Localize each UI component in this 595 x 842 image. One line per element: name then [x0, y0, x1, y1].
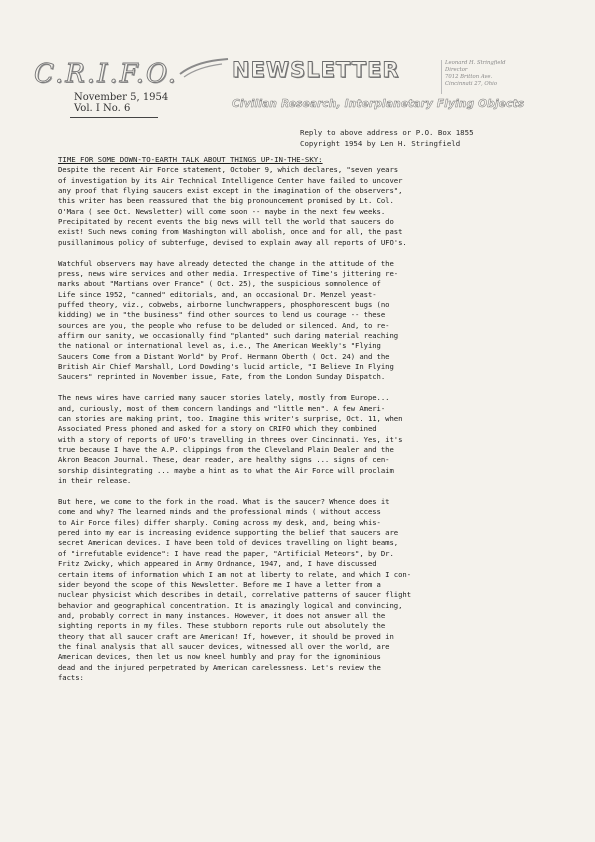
text-line: nuclear physicist which describes in detail, correlative patterns of saucer flight — [58, 590, 411, 600]
editor-name: Leonard H. Stringfield — [445, 60, 506, 66]
issue-info — [74, 92, 168, 114]
text-line: any proof that flying saucers exist except in the imagination of the observers", — [58, 186, 403, 196]
editor-role: Director — [445, 67, 468, 73]
paragraph-4 — [58, 497, 548, 683]
text-line: Associated Press phoned and asked for a story on CRIFO which they combined — [58, 424, 377, 434]
text-line: to Air Force files) differ sharply. Coming across my desk, and, being whis- — [58, 517, 381, 527]
text-line: puffed theory, viz., cobwebs, airborne lunchwrappers, phosphorescent bugs (no — [58, 300, 390, 310]
text-line: in their release. — [58, 476, 132, 486]
editor-address-block — [441, 60, 541, 94]
text-line: and, curiously, most of them concern landings and "little men". A few Ameri- — [58, 403, 386, 413]
editor-city: Cincinnati 27, Ohio — [445, 81, 498, 87]
text-line: O'Mara ( see Oct. Newsletter) will come soon -- maybe in the next few weeks. — [58, 206, 386, 216]
issue-volume: Vol. I No. 6 — [74, 103, 131, 114]
text-line: marks about "Martians over France" ( Oct. 25), the suspicious somnolence of — [58, 279, 381, 289]
text-line: can stories are making print, too. Imagine this writer's surprise, Oct. 11, when — [58, 414, 403, 424]
text-line: of investigation by its Air Technical Intelligence Center have failed to uncover — [58, 175, 403, 185]
divider — [70, 117, 158, 118]
text-line: But here, we come to the fork in the road. What is the saucer? Whence does it — [58, 497, 390, 507]
text-line: facts: — [58, 672, 84, 682]
paragraph-1 — [58, 165, 548, 248]
newsletter-title: NEWSLETTER — [232, 58, 400, 82]
text-line: the national or international level as, i.e., The American Weekly's "Flying — [58, 341, 381, 351]
reply-address: Reply to above address or P.O. Box 1855 — [300, 128, 474, 137]
text-line: this writer has been reassured that the big pronouncement promised by Lt. Col. — [58, 196, 394, 206]
text-line: pusillanimous policy of subterfuge, devised to explain away all reports of UFO's. — [58, 237, 407, 247]
text-line: with a story of reports of UFO's travelling in threes over Cincinnati. Yes, it's — [58, 434, 403, 444]
text-line: certain items of information which I am not at liberty to relate, and which I con- — [58, 569, 411, 579]
text-line: Akron Beacon Journal. These, dear reader, are healthy signs ... signs of cen- — [58, 455, 390, 465]
tagline: Civilian Research, Interplanetary Flying Objects — [232, 98, 525, 110]
text-line: sighting reports in my files. These stubborn reports rule out absolutely the — [58, 621, 386, 631]
article-heading: TIME FOR SOME DOWN-TO-EARTH TALK ABOUT THINGS UP-IN-THE-SKY: — [58, 155, 323, 164]
text-line: Fritz Zwicky, which appeared in Army Ordnance, 1947, and, I have discussed — [58, 559, 377, 569]
text-line: theory that all saucer craft are American! If, however, it should be proved in — [58, 631, 394, 641]
editor-street: 7012 Britton Ave. — [445, 74, 493, 80]
text-line: secret American devices. I have been told of devices travelling on light beams, — [58, 538, 399, 548]
org-logo: C.R.I.F.O. — [34, 59, 178, 89]
text-line: sources are you, the people who refuse to be deluded or silenced. And, to re- — [58, 320, 390, 330]
text-line: Despite the recent Air Force statement, October 9, which declares, "seven years — [58, 165, 399, 175]
text-line: exist! Such news coming from Washington will abolish, once and for all, the past — [58, 227, 403, 237]
text-line: dead and the injured perpetrated by American carelessness. Let's review the — [58, 662, 381, 672]
text-line: British Air Chief Marshall, Lord Dowding's lucid article, "I Believe In Flying — [58, 362, 394, 372]
text-line: Watchful observers may have already detected the change in the attitude of the — [58, 258, 394, 268]
paragraph-2 — [58, 259, 548, 383]
text-line: affirm our sanity, we occasionally find "planted" such daring material reaching — [58, 331, 399, 341]
text-line: kidding) we in "the business" find other sources to lend us courage -- these — [58, 310, 386, 320]
text-line: behavior and geographical concentration. It is amazingly logical and convincing, — [58, 600, 403, 610]
text-line: sorship disintegrating ... maybe a hint as to what the Air Force will proclaim — [58, 465, 394, 475]
text-line: of "irrefutable evidence": I have read the paper, "Artificial Meteors", by Dr. — [58, 548, 394, 558]
text-line: Saucers Come from a Distant World" by Prof. Hermann Oberth ( Oct. 24) and the — [58, 351, 390, 361]
text-line: true because I have the A.P. clippings from the Cleveland Plain Dealer and the — [58, 445, 394, 455]
swoosh-logo-mark — [178, 57, 230, 79]
copyright: Copyright 1954 by Len H. Stringfield — [300, 139, 461, 148]
issue-date: November 5, 1954 — [74, 92, 169, 103]
text-line: come and why? The learned minds and the professional minds ( without access — [58, 507, 381, 517]
text-line: Saucers" reprinted in November issue, Fate, from the London Sunday Dispatch. — [58, 372, 386, 382]
text-line: Life since 1952, "canned" editorials, and, an occasional Dr. Menzel yeast- — [58, 289, 377, 299]
paragraph-3 — [58, 393, 548, 486]
text-line: The news wires have carried many saucer stories lately, mostly from Europe... — [58, 393, 390, 403]
reply-block — [300, 127, 474, 149]
article-body — [58, 155, 548, 683]
text-line: American devices, then let us now kneel humbly and pray for the ignominious — [58, 652, 381, 662]
text-line: pered into my ear is increasing evidence supporting the belief that saucers are — [58, 528, 399, 538]
text-line: the final analysis that all saucer devices, witnessed all over the world, are — [58, 641, 390, 651]
text-line: press, news wire services and other media. Irrespective of Time's jittering re- — [58, 269, 399, 279]
text-line: sider beyond the scope of this Newsletter. Before me I have a letter from a — [58, 579, 381, 589]
masthead — [0, 0, 595, 120]
text-line: and, probably correct in many instances. However, it does not answer all the — [58, 610, 386, 620]
text-line: Precipitated by recent events the big news will tell the world that saucers do — [58, 217, 394, 227]
